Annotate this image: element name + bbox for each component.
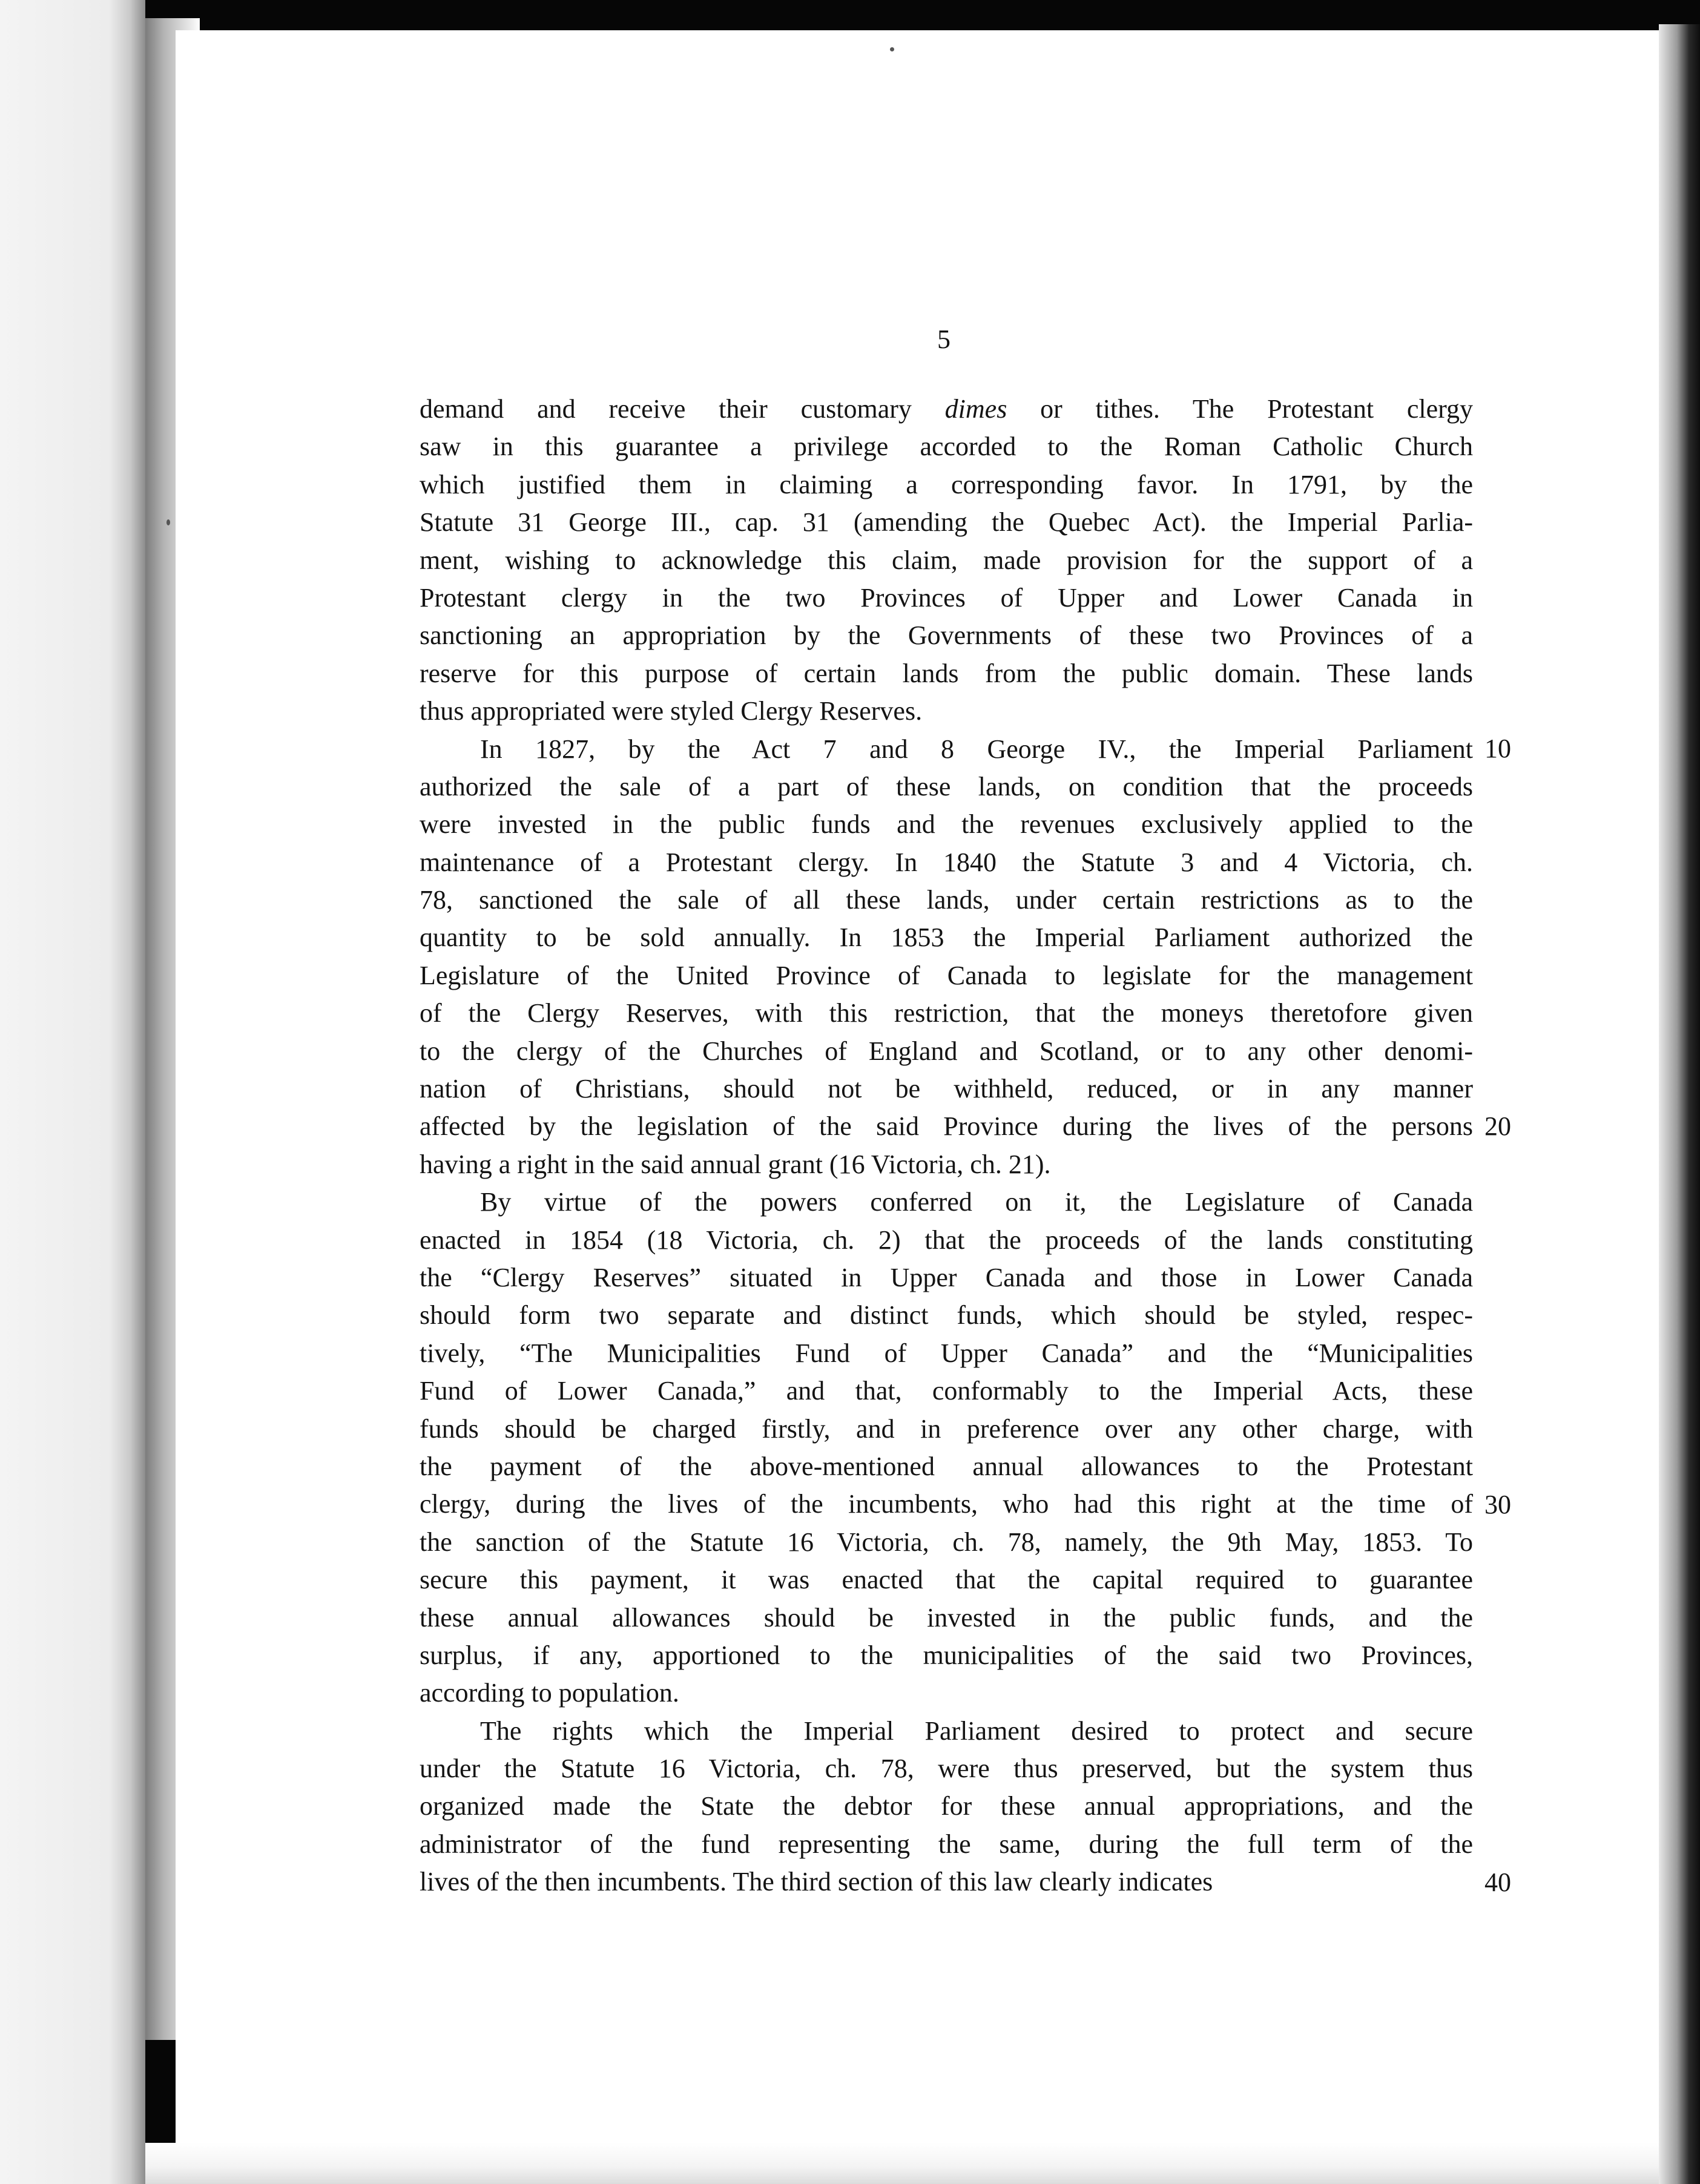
text-line: In 1827, by the Act 7 and 8 George IV., the Imperial Parliament [480,734,1473,764]
text-line: sanctioning an appropriation by the Governments of these two Provinces of a [420,620,1473,651]
text-line: tively, “The Municipalities Fund of Upper Canada” and the “Municipalities [420,1338,1473,1368]
text-line: surplus, if any, apportioned to the municipalities of the said two Provinces, [420,1640,1473,1670]
line-number-30: 30 [1484,1490,1511,1519]
italic-term: dimes [944,394,1007,424]
text-line: the sanction of the Statute 16 Victoria, ch. 78, namely, the 9th May, 1853. To [420,1527,1473,1557]
body-text [420,390,1473,1901]
text-line: according to population. [420,1678,679,1708]
text-line: saw in this guarantee a privilege accorded to the Roman Catholic Church [420,432,1473,462]
text-line: By virtue of the powers conferred on it, the Legislature of Canada [480,1187,1473,1217]
text-line: the payment of the above-mentioned annual allowances to the Protestant [420,1451,1473,1481]
ink-speck [890,47,894,51]
ink-speck [166,519,170,525]
page-bottom-edge [145,2143,1671,2184]
text-line [420,390,1473,428]
text-line: these annual allowances should be invested in the public funds, and the [420,1602,1473,1633]
text-line: under the Statute 16 Victoria, ch. 78, were thus preserved, but the system thus [420,1754,1473,1784]
text-line: Fund of Lower Canada,” and that, conformably to the Imperial Acts, these [420,1376,1473,1406]
text-line: ment, wishing to acknowledge this claim, made provision for the support of a [420,545,1473,575]
page-number: 5 [937,324,950,354]
text-line: should form two separate and distinct funds, which should be styled, respec- [420,1300,1473,1330]
text-line: the “Clergy Reserves” situated in Upper Canada and those in Lower Canada [420,1262,1473,1292]
text-line: of the Clergy Reserves, with this restriction, that the moneys theretofore given [420,998,1473,1028]
text-line: affected by the legislation of the said Province during the lives of the persons [420,1111,1473,1142]
text-line: thus appropriated were styled Clergy Reserves. [420,696,923,726]
text-line: Protestant clergy in the two Provinces of Upper and Lower Canada in [420,582,1473,613]
text-line: lives of the then incumbents. The third section of this law clearly indicates [420,1867,1213,1897]
text-line: were invested in the public funds and the revenues exclusively applied to the [420,809,1473,840]
text-line: which justified them in claiming a corresponding favor. In 1791, by the [420,469,1473,499]
line-number-40: 40 [1484,1867,1511,1897]
text-run: or tithes. The Protestant clergy [1007,394,1473,424]
text-line: administrator of the fund representing the same, during the full term of the [420,1829,1473,1859]
text-line: organized made the State the debtor for these annual appropriations, and the [420,1791,1473,1821]
text-line: enacted in 1854 (18 Victoria, ch. 2) that the proceeds of the lands constituting [420,1225,1473,1255]
text-line: reserve for this purpose of certain lands from the public domain. These lands [420,658,1473,688]
text-line: to the clergy of the Churches of England and Scotland, or to any other denomi- [420,1036,1473,1066]
text-run: demand and receive their customary [420,394,945,424]
text-line: authorized the sale of a part of these lands, on condition that the proceeds [420,771,1473,801]
text-line: Statute 31 George III., cap. 31 (amending the Quebec Act). the Imperial Parlia- [420,507,1473,538]
line-number-10: 10 [1484,734,1511,763]
text-line: 78, sanctioned the sale of all these lands, under certain restrictions as to the [420,885,1473,915]
text-line: clergy, during the lives of the incumbents, who had this right at the time of [420,1489,1473,1519]
text-line: The rights which the Imperial Parliament desired to protect and secure [480,1715,1473,1746]
text-line: Legislature of the United Province of Canada to legislate for the management [420,960,1473,990]
text-line: quantity to be sold annually. In 1853 the Imperial Parliament authorized the [420,923,1473,953]
text-line: funds should be charged firstly, and in preference over any other charge, with [420,1413,1473,1444]
text-line: secure this payment, it was enacted that the capital required to guarantee [420,1565,1473,1595]
text-line: nation of Christians, should not be withheld, reduced, or in any manner [420,1074,1473,1104]
line-number-20: 20 [1484,1111,1511,1141]
text-line: maintenance of a Protestant clergy. In 1840 the Statute 3 and 4 Victoria, ch. [420,847,1473,877]
text-line: having a right in the said annual grant (16 Victoria, ch. 21). [420,1149,1051,1179]
